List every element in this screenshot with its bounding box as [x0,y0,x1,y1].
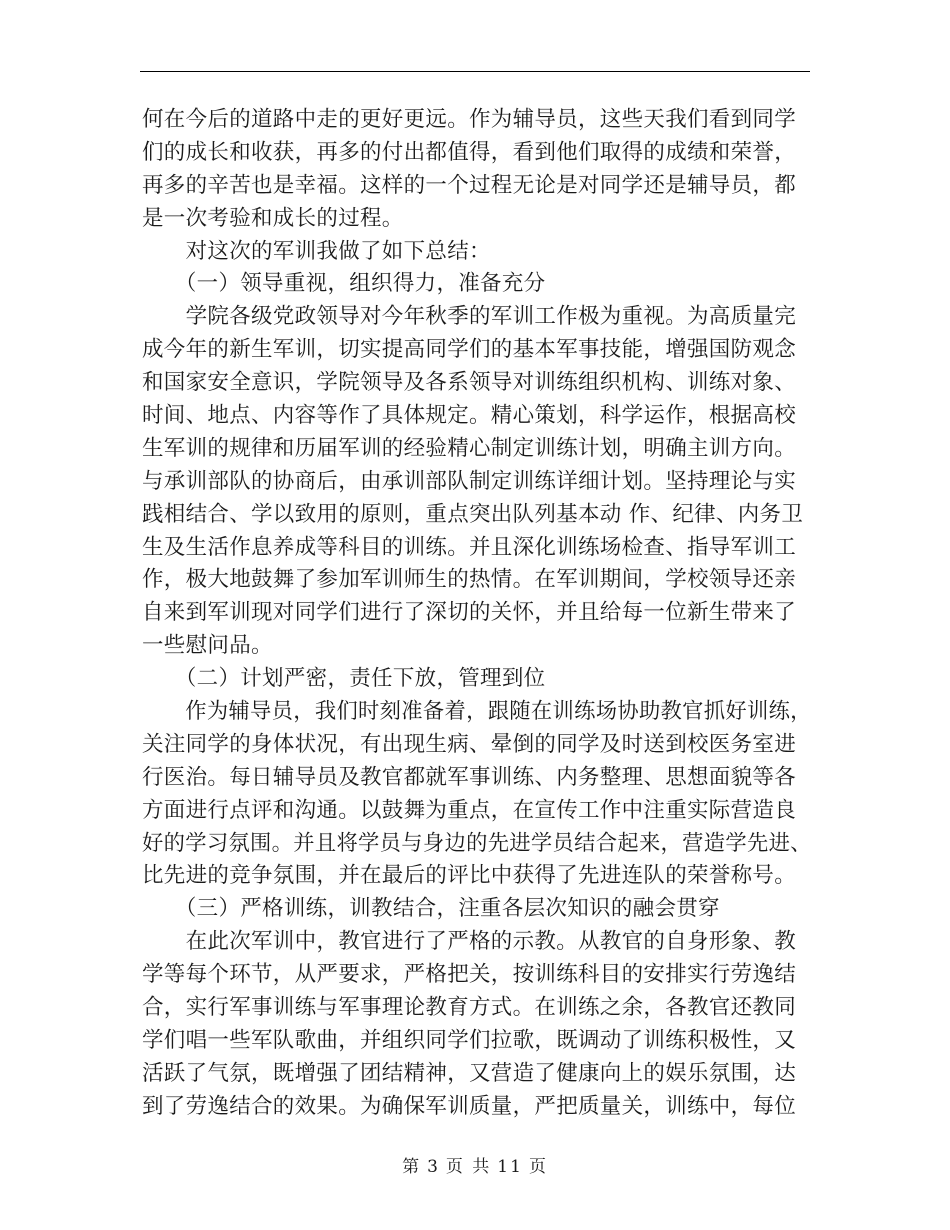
footer-current-page: 3 [427,1157,440,1177]
text-line: （三）严格训练，训教结合，注重各层次知识的融会贯穿 [142,896,720,922]
text-line: 生军训的规律和历届军训的经验精心制定训练计划，明确主训方向。 [142,435,797,461]
body-text [142,104,812,1124]
text-line: 是一次考验和成长的过程。 [142,205,404,231]
text-line: 何在今后的道路中走的更好更远。作为辅导员，这些天我们看到同学 [142,107,797,132]
text-line: 活跃了气氛，既增强了团结精神，又营造了健康向上的娱乐氛围，达 [142,1060,797,1086]
text-line: 方面进行点评和沟通。以鼓舞为重点，在宣传工作中注重实际营造良 [142,797,797,823]
text-line: 好的学习氛围。并且将学员与身边的先进学员结合起来，营造学先进、 [142,830,812,856]
text-line: 作，极大地鼓舞了参加军训师生的热情。在军训期间，学校领导还亲 [142,567,797,593]
text-line: 对这次的军训我做了如下总结： [142,238,491,264]
footer-suffix: 页 [528,1157,548,1177]
text-line: 成今年的新生军训，切实提高同学们的基本军事技能，增强国防观念 [142,337,797,363]
page-footer [0,1152,950,1177]
text-line: 作为辅导员，我们时刻准备着，跟随在训练场协助教官抓好训练， [142,699,812,725]
footer-total-pages: 11 [497,1157,523,1177]
text-line: 自来到军训现对同学们进行了深切的关怀，并且给每一位新生带来了 [142,600,797,626]
text-line: 时间、地点、内容等作了具体规定。精心策划，科学运作，根据高校 [142,403,797,429]
text-line: 学们唱一些军队歌曲，并组织同学们拉歌，既调动了训练积极性，又 [142,1027,797,1053]
text-line: （一）领导重视，组织得力，准备充分 [142,271,546,297]
text-line: 学等每个环节，从严要求，严格把关，按训练科目的安排实行劳逸结 [142,962,797,988]
text-line: 再多的辛苦也是幸福。这样的一个过程无论是对同学还是辅导员，都 [142,172,797,198]
text-line: 到了劳逸结合的效果。为确保军训质量，严把质量关，训练中，每位 [142,1093,797,1119]
text-line: 关注同学的身体状况，有出现生病、晕倒的同学及时送到校医务室进 [142,731,797,757]
text-line: 学院各级党政领导对今年秋季的军训工作极为重视。为高质量完 [142,304,797,330]
text-line: 践相结合、学以致用的原则，重点突出队列基本动 作、纪律、内务卫 [142,501,804,527]
text-line: 行医治。每日辅导员及教官都就军事训练、内务整理、思想面貌等各 [142,764,797,790]
text-line: 合，实行军事训练与军事理论教育方式。在训练之余，各教官还教同 [142,995,797,1021]
header-rule [140,71,810,72]
text-line: 生及生活作息养成等科目的训练。并且深化训练场检查、指导军训工 [142,534,797,560]
text-line: 与承训部队的协商后，由承训部队制定训练详细计划。坚持理论与实 [142,468,797,494]
text-line: （二）计划严密，责任下放，管理到位 [142,666,546,692]
footer-middle: 页 共 [445,1157,492,1177]
text-line: 比先进的竞争氛围，并在最后的评比中获得了先进连队的荣誉称号。 [142,863,797,889]
text-line: 在此次军训中，教官进行了严格的示教。从教官的自身形象、教 [142,929,797,955]
text-line: 一些慰问品。 [142,633,273,659]
text-line: 和国家安全意识，学院领导及各系领导对训练组织机构、训练对象、 [142,370,797,396]
text-line: 们的成长和收获，再多的付出都值得，看到他们取得的成绩和荣誉， [142,139,797,165]
footer-prefix: 第 [402,1157,422,1177]
